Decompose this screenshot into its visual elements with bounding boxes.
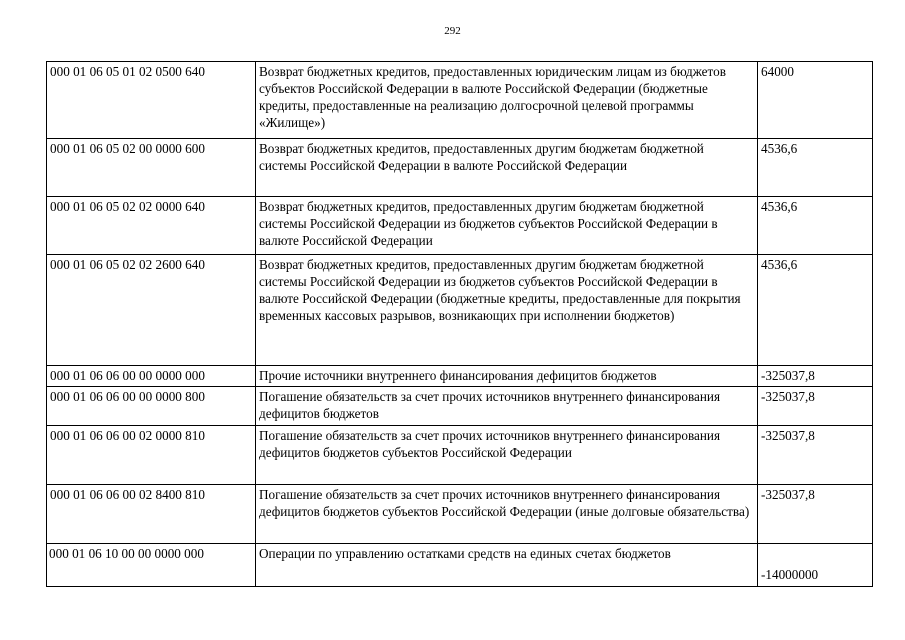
description-cell: Возврат бюджетных кредитов, предоставленных юридическим лицам из бюджетов субъектов Российской Федерации в валюте Российской Федерации (бюджетные кредиты, предоставленные на реализацию долгосрочной целевой программы «Жилище») xyxy=(256,62,758,139)
table-row xyxy=(47,197,873,255)
budget-code-cell: 000 01 06 05 02 00 0000 600 xyxy=(47,139,256,197)
description-cell: Операции по управлению остатками средств на единых счетах бюджетов xyxy=(256,544,758,587)
description-cell: Погашение обязательств за счет прочих источников внутреннего финансирования дефицитов бюджетов субъектов Российской Федерации xyxy=(256,426,758,485)
budget-code-cell: 000 01 06 06 00 02 8400 810 xyxy=(47,485,256,544)
table-row xyxy=(47,485,873,544)
amount-cell: 4536,6 xyxy=(758,139,873,197)
budget-code-cell: 000 01 06 06 00 00 0000 800 xyxy=(47,387,256,426)
budget-code-cell: 000 01 06 05 02 02 0000 640 xyxy=(47,197,256,255)
amount-cell: -325037,8 xyxy=(758,426,873,485)
amount-cell: -325037,8 xyxy=(758,387,873,426)
table-row xyxy=(47,387,873,426)
description-cell: Погашение обязательств за счет прочих источников внутреннего финансирования дефицитов бюджетов xyxy=(256,387,758,426)
budget-code-cell: 000 01 06 05 02 02 2600 640 xyxy=(47,255,256,366)
budget-code-cell: 000 01 06 06 00 02 0000 810 xyxy=(47,426,256,485)
page-number: 292 xyxy=(444,25,461,37)
table-row xyxy=(47,426,873,485)
description-cell: Прочие источники внутреннего финансирования дефицитов бюджетов xyxy=(256,366,758,387)
amount-cell: 4536,6 xyxy=(758,197,873,255)
amount-cell: 4536,6 xyxy=(758,255,873,366)
table-row xyxy=(47,139,873,197)
budget-code-cell: 000 01 06 05 01 02 0500 640 xyxy=(47,62,256,139)
description-cell: Возврат бюджетных кредитов, предоставленных другим бюджетам бюджетной системы Российской Федерации из бюджетов субъектов Российской Федерации в валюте Российской Федерации (бюджетные кредиты, предоставленные для покрытия временных кассовых разрывов, возникающих при исполнении бюджетов) xyxy=(256,255,758,366)
description-cell: Возврат бюджетных кредитов, предоставленных другим бюджетам бюджетной системы Российской Федерации из бюджетов субъектов Российской Федерации в валюте Российской Федерации xyxy=(256,197,758,255)
amount-cell: -14000000 xyxy=(758,544,873,587)
amount-cell: -325037,8 xyxy=(758,485,873,544)
description-cell: Погашение обязательств за счет прочих источников внутреннего финансирования дефицитов бюджетов субъектов Российской Федерации (иные долговые обязательства) xyxy=(256,485,758,544)
description-cell: Возврат бюджетных кредитов, предоставленных другим бюджетам бюджетной системы Российской Федерации в валюте Российской Федерации xyxy=(256,139,758,197)
budget-sources-table xyxy=(46,61,873,587)
budget-code-cell: 000 01 06 10 00 00 0000 000 xyxy=(47,544,256,587)
table-row xyxy=(47,544,873,587)
budget-code-cell: 000 01 06 06 00 00 0000 000 xyxy=(47,366,256,387)
table-row xyxy=(47,366,873,387)
amount-cell: -325037,8 xyxy=(758,366,873,387)
table-row xyxy=(47,255,873,366)
table-row xyxy=(47,62,873,139)
amount-cell: 64000 xyxy=(758,62,873,139)
